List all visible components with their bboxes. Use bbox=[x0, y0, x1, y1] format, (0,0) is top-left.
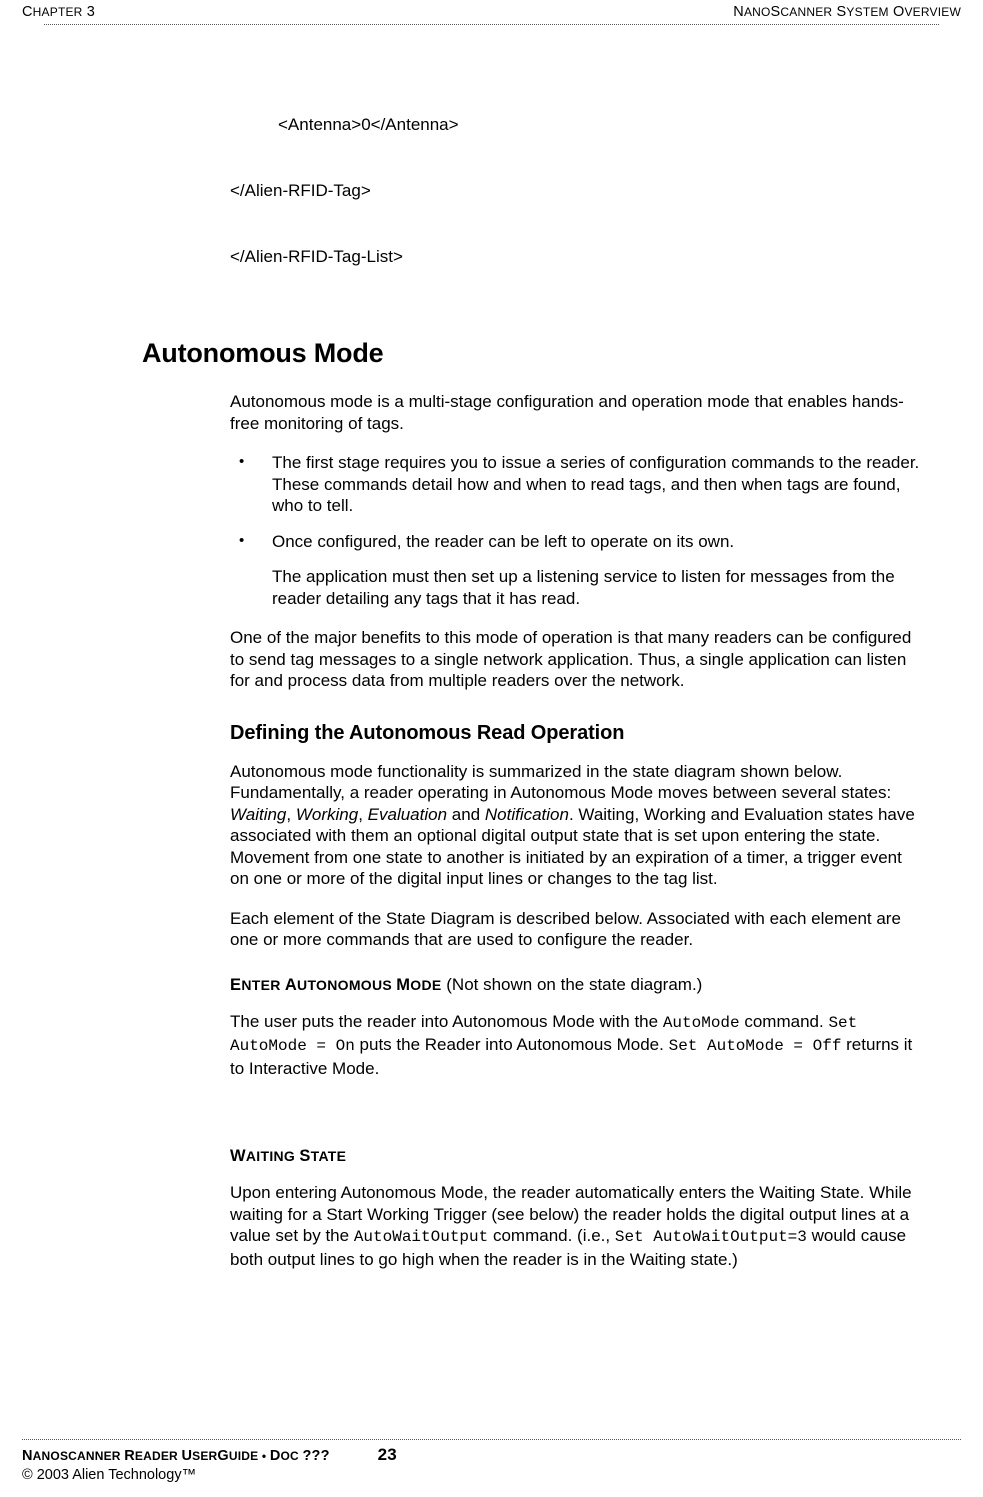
automode-text-2: command. bbox=[739, 1011, 829, 1031]
page-header bbox=[22, 0, 961, 30]
footer-text-1: ANOSCANNER bbox=[32, 1449, 125, 1463]
footer-document-title bbox=[22, 1448, 330, 1464]
page-footer bbox=[22, 1439, 961, 1483]
state-waiting: Waiting bbox=[230, 804, 287, 824]
footer-text-2: EADER bbox=[134, 1449, 182, 1463]
automode-command-2: Set AutoMode = On bbox=[230, 1013, 858, 1055]
header-title-cap2: S bbox=[770, 4, 781, 20]
summary-part-2: . Waiting, Working and Evaluation states have associated with them an optional digital output state that is set upon entering the state. Movement from one state to another is initiated by an expiration of a timer, a trigger event on one or more of the digital input lines or changes to the tag list. bbox=[230, 804, 915, 888]
vertical-spacer bbox=[230, 1097, 921, 1123]
list-item: • Once configured, the reader can be left to operate on its own. bbox=[230, 531, 921, 553]
enter-cap-1: E bbox=[230, 975, 242, 994]
section-heading-defining-read-operation: Defining the Autonomous Read Operation bbox=[230, 721, 625, 744]
header-divider bbox=[44, 24, 939, 25]
paragraph-automode bbox=[230, 1011, 921, 1080]
footer-text-5: OC bbox=[280, 1449, 303, 1463]
enter-heading-tail: (Not shown on the state diagram.) bbox=[441, 974, 703, 994]
header-chapter bbox=[22, 4, 95, 20]
page-number: 23 bbox=[377, 1445, 397, 1464]
paragraph-after-bullet: The application must then set up a listening service to listen for messages from the reader detailing any tags that it has read. bbox=[272, 567, 895, 608]
paragraph-each-element: Each element of the State Diagram is described below. Associated with each element are one or more commands that are used to configure the reader. bbox=[230, 908, 901, 949]
paragraph-waiting-state bbox=[230, 1182, 921, 1270]
state-working: Working bbox=[295, 804, 359, 824]
footer-text-3: SER bbox=[192, 1449, 218, 1463]
footer-divider bbox=[22, 1439, 961, 1440]
waiting-command-2: Set AutoWaitOutput=3 bbox=[614, 1228, 807, 1246]
footer-doc-number: ??? bbox=[302, 1448, 330, 1464]
code-line-1 bbox=[230, 114, 921, 136]
waiting-text-2: command. (i.e., bbox=[488, 1226, 615, 1245]
paragraph-intro: Autonomous mode is a multi-stage configuration and operation mode that enables hands-free monitoring of tags. bbox=[230, 392, 904, 433]
header-title-part2: CANNER bbox=[780, 5, 833, 19]
header-title-cap3: S bbox=[836, 4, 847, 20]
enter-rest-3: ODE bbox=[410, 976, 442, 993]
page-content bbox=[22, 30, 961, 1270]
automode-text-3: puts the Reader into Autonomous Mode. bbox=[354, 1035, 669, 1054]
sep-1: , bbox=[286, 804, 296, 824]
header-title-cap1: N bbox=[733, 4, 744, 20]
footer-copyright: © 2003 Alien Technology™ bbox=[22, 1467, 197, 1483]
enter-rest-1: NTER bbox=[241, 976, 285, 993]
paragraph-summary bbox=[230, 761, 921, 890]
footer-bullet-separator: • bbox=[258, 1449, 270, 1463]
automode-text-4: returns it to Interactive Mode. bbox=[230, 1035, 913, 1078]
waiting-rest-2: TATE bbox=[310, 1148, 347, 1164]
enter-cap-2: A bbox=[284, 975, 298, 994]
footer-cap-2: R bbox=[124, 1448, 135, 1464]
list-item: • The first stage requires you to issue a series of configuration commands to the reader. These commands detail how and when to read tags, and then when tags are found, who to tell. bbox=[230, 452, 921, 517]
header-title bbox=[733, 4, 961, 20]
header-title-cap4: O bbox=[892, 4, 905, 20]
automode-command-3: Set AutoMode = Off bbox=[668, 1037, 842, 1055]
summary-part-1: Autonomous mode functionality is summarized in the state diagram shown below. Fundamentally, a reader operating in Autonomous Mode moves between several states: bbox=[230, 761, 892, 802]
enter-cap-3: M bbox=[396, 975, 411, 994]
footer-text-4: UIDE bbox=[228, 1449, 259, 1463]
code-line-2: </Alien-RFID-Tag> bbox=[230, 181, 371, 200]
header-title-part3: YSTEM bbox=[846, 5, 889, 19]
section-heading-autonomous-mode: Autonomous Mode bbox=[142, 338, 384, 368]
footer-main-row bbox=[22, 1445, 961, 1465]
footer-cap-5: D bbox=[269, 1448, 281, 1464]
automode-text-1: The user puts the reader into Autonomous Mode with the bbox=[230, 1011, 663, 1031]
enter-rest-2: UTONOMOUS bbox=[297, 976, 397, 993]
state-evaluation: Evaluation bbox=[367, 804, 448, 824]
xml-code-block bbox=[230, 70, 921, 312]
waiting-command-1: AutoWaitOutput bbox=[353, 1228, 489, 1246]
footer-cap-3: U bbox=[181, 1448, 193, 1464]
waiting-text-1: Upon entering Autonomous Mode, the reader automatically enters the Waiting State. While waiting for a Start Working Trigger (see below) the reader holds the digital output lines at a value set by the bbox=[230, 1183, 912, 1245]
bullet-list bbox=[230, 452, 921, 552]
code-line-3: </Alien-RFID-Tag-List> bbox=[230, 247, 403, 266]
footer-cap-1: N bbox=[22, 1448, 33, 1464]
waiting-text-3: would cause both output lines to go high when the reader is in the Waiting state.) bbox=[230, 1226, 907, 1269]
sep-3: and bbox=[447, 804, 485, 824]
paragraph-benefits: One of the major benefits to this mode of operation is that many readers can be configured to send tag messages to a single network application. Thus, a single application can listen for and process data from multiple readers over the network. bbox=[230, 628, 912, 690]
footer-cap-4: G bbox=[217, 1448, 229, 1464]
waiting-cap-2: S bbox=[299, 1147, 311, 1165]
automode-command-1: AutoMode bbox=[662, 1013, 740, 1032]
run-in-heading-enter-autonomous-mode bbox=[230, 975, 921, 995]
header-chapter-rest: HAPTER bbox=[32, 5, 83, 19]
run-in-heading-waiting-state bbox=[230, 1147, 921, 1166]
waiting-cap-1: W bbox=[230, 1147, 246, 1165]
header-title-part1: ANO bbox=[743, 5, 771, 19]
header-chapter-cap: C bbox=[22, 4, 33, 20]
state-notification: Notification bbox=[484, 804, 569, 824]
code-line-1-text: <Antenna>0</Antenna> bbox=[278, 115, 459, 134]
header-title-part4: VERVIEW bbox=[904, 5, 961, 19]
waiting-rest-1: AITING bbox=[245, 1148, 300, 1164]
header-chapter-number: 3 bbox=[86, 4, 96, 20]
sep-2: , bbox=[358, 804, 368, 824]
